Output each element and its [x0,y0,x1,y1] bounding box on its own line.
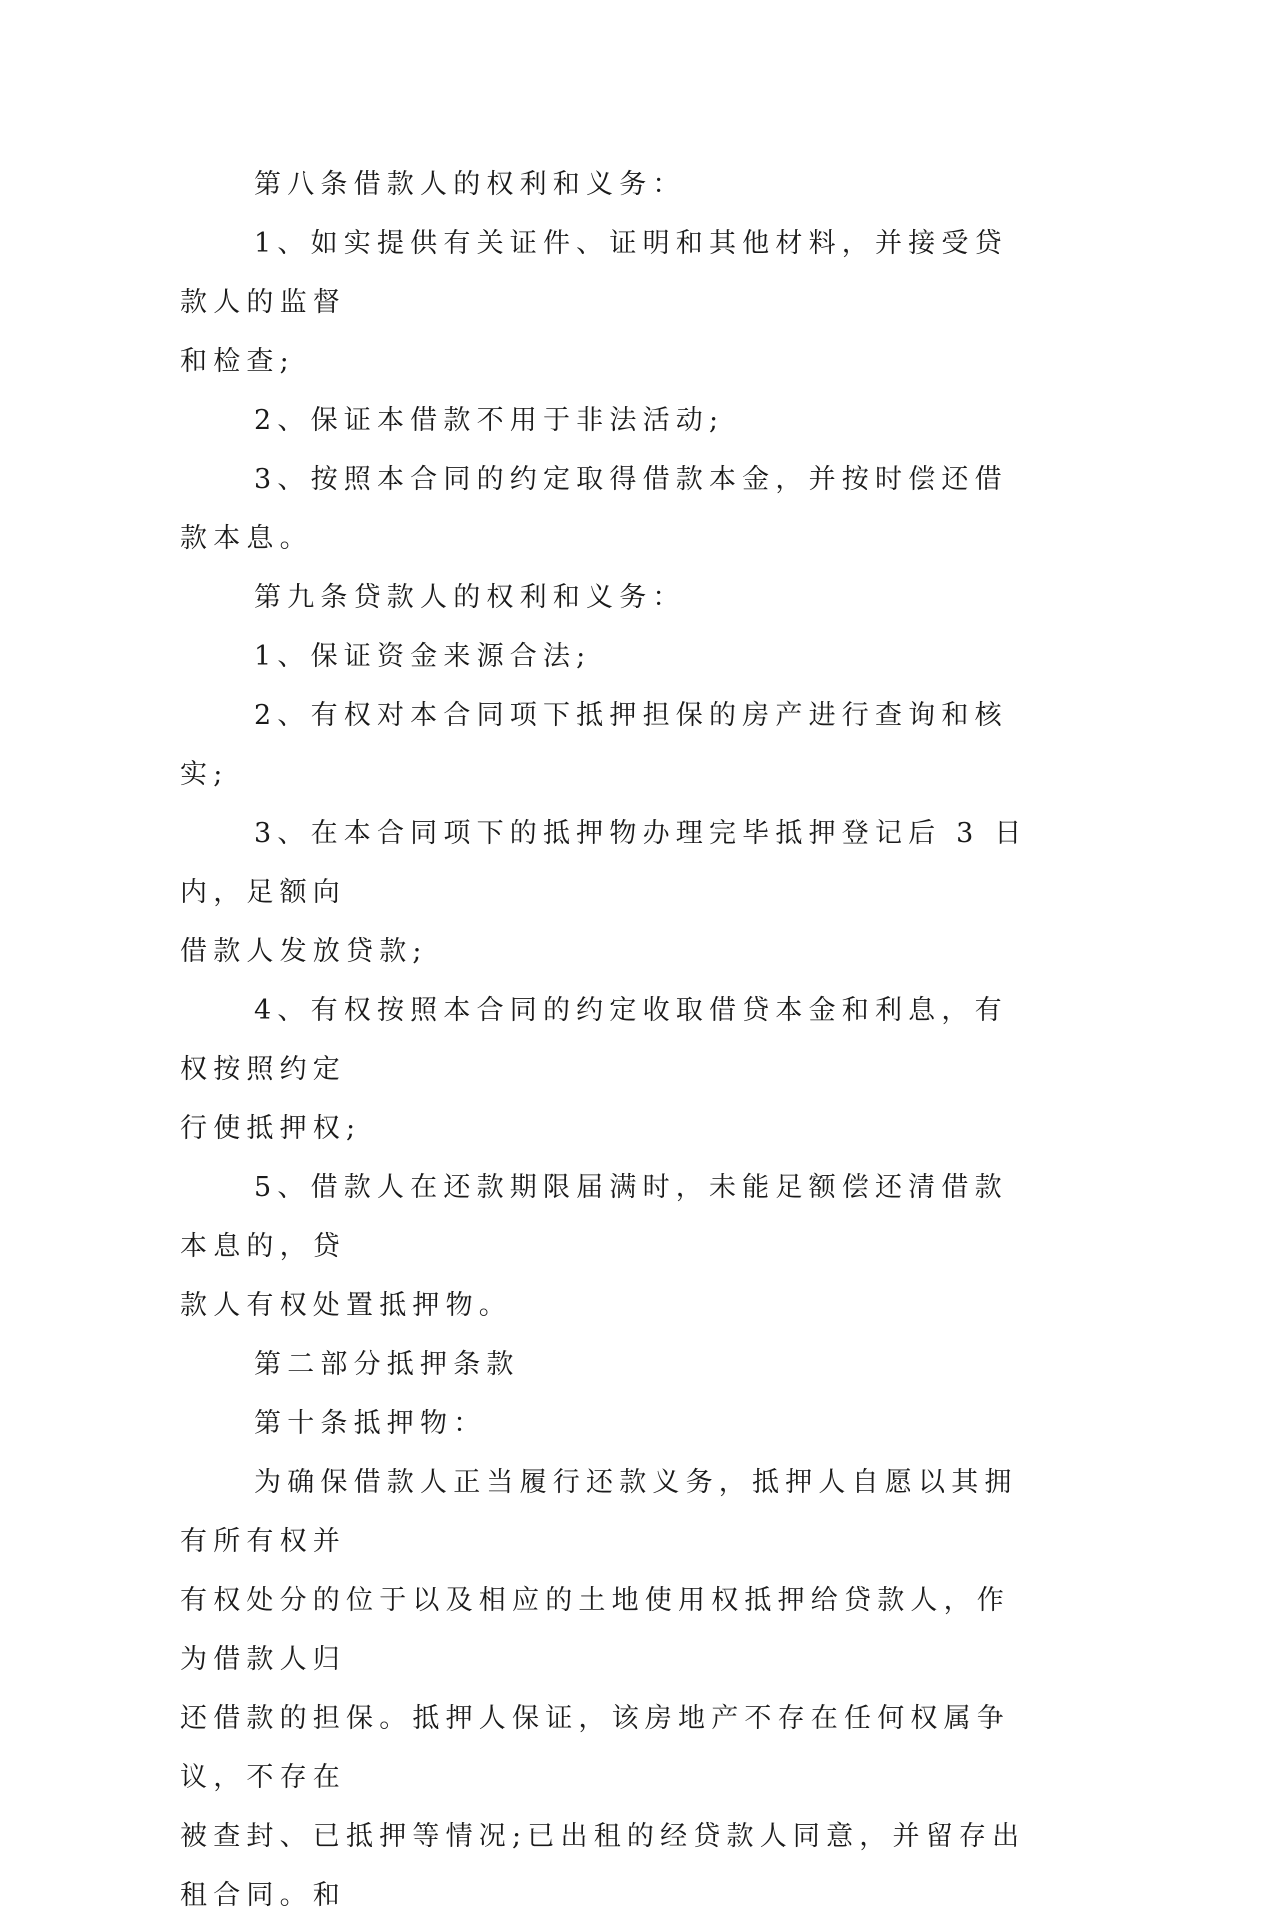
article-10-heading: 第十条抵押物： [254,1408,487,1439]
article-10-body: 为确保借款人正当履行还款义务，抵押人自愿以其拥有所有权并 有权处分的位于以及相应的土地使用权抵押给贷款人，作为借款人归 还借款的担保。抵押人保证，该房地产不存在任何权属争议，不存在 被查封、已抵押等情况;已出租的经贷款人同意，并留存出租合同。和 [180,1467,1026,1911]
article-9-heading: 第九条贷款人的权利和义务： [254,582,686,613]
part-2-heading: 第二部分抵押条款 [254,1349,520,1380]
article-9-item-1: 1、保证资金来源合法; [254,641,592,672]
article-8-item-1: 1、如实提供有关证件、证明和其他材料，并接受贷款人的监督 和检查; [180,228,1008,377]
article-9-item-3: 3、在本合同项下的抵押物办理完毕抵押登记后 3 日内，足额向 借款人发放贷款; [180,818,1028,967]
article-9-item-4: 4、有权按照本合同的约定收取借贷本金和利息，有权按照约定 行使抵押权; [180,995,1008,1144]
article-8-item-2: 2、保证本借款不用于非法活动; [254,405,725,436]
document-page [180,155,1030,1925]
article-9-item-2: 2、有权对本合同项下抵押担保的房产进行查询和核实; [180,700,1008,790]
article-8-item-3: 3、按照本合同的约定取得借款本金，并按时偿还借款本息。 [180,464,1008,554]
article-8-heading: 第八条借款人的权利和义务： [254,169,686,200]
article-9-item-5: 5、借款人在还款期限届满时，未能足额偿还清借款本息的，贷 款人有权处置抵押物。 [180,1172,1008,1321]
